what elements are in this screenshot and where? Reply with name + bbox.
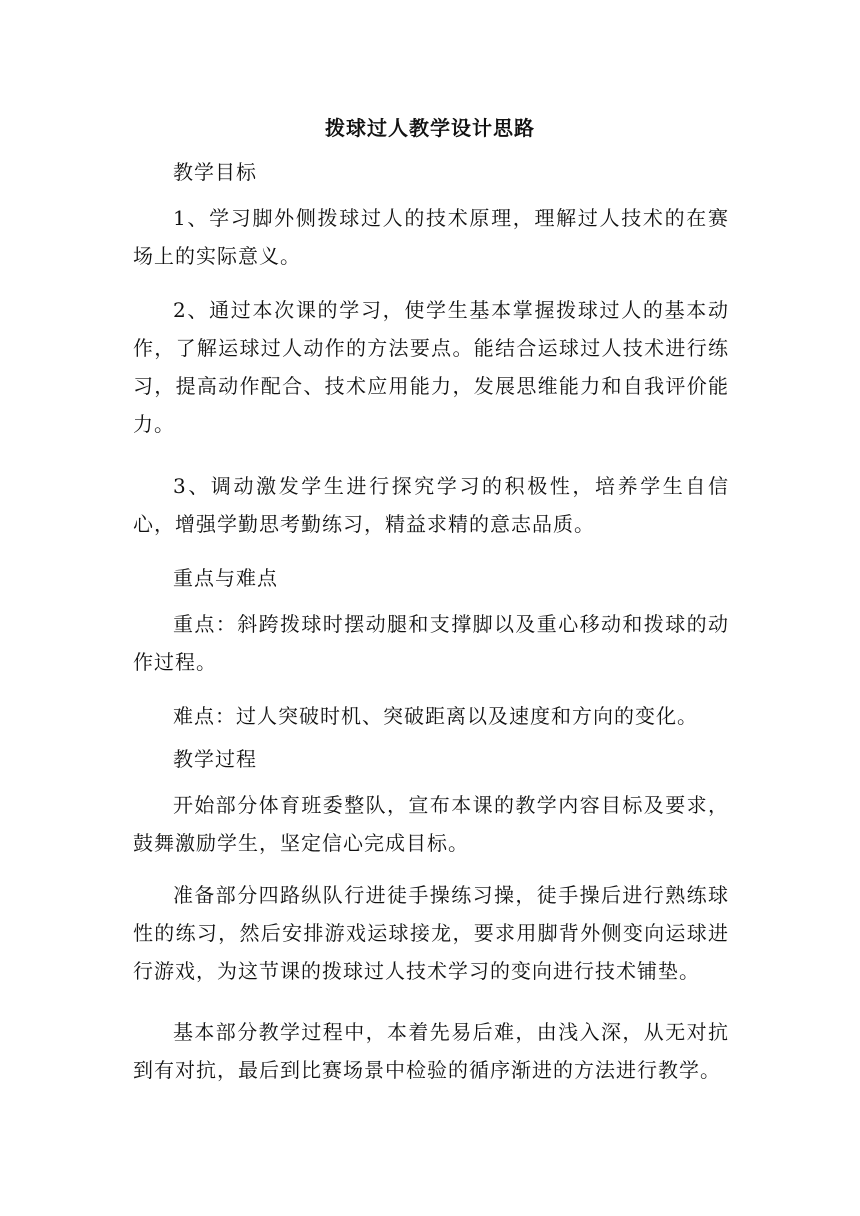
section-heading-objectives: 教学目标: [173, 160, 257, 184]
objective-3-paragraph: 3、调动激发学生进行探究学习的积极性，培养学生自信心，增强学勤思考勤练习，精益求精的意志品质。: [133, 474, 729, 536]
objective-2-paragraph: 2、通过本次课的学习，使学生基本掌握拨球过人的基本动作，了解运球过人动作的方法要点。能结合运球过人技术进行练习，提高动作配合、技术应用能力，发展思维能力和自我评价能力。: [133, 298, 729, 436]
difficulty-paragraph: 难点：过人突破时机、突破距离以及速度和方向的变化。: [173, 704, 698, 728]
preparation-part-paragraph: 准备部分四路纵队行进徒手操练习操，徒手操后进行熟练球性的练习，然后安排游戏运球接龙，要求用脚背外侧变向运球进行游戏，为这节课的拨球过人技术学习的变向进行技术铺垫。: [133, 883, 729, 983]
opening-part-paragraph: 开始部分体育班委整队，宣布本课的教学内容目标及要求，鼓舞激励学生，坚定信心完成目标。: [133, 793, 729, 855]
document-title: 拨球过人教学设计思路: [325, 116, 535, 140]
section-heading-process: 教学过程: [173, 747, 257, 771]
section-heading-key-points: 重点与难点: [173, 566, 278, 590]
key-point-paragraph: 重点：斜跨拨球时摆动腿和支撑脚以及重心移动和拨球的动作过程。: [133, 612, 729, 674]
objective-1-paragraph: 1、学习脚外侧拨球过人的技术原理，理解过人技术的在赛场上的实际意义。: [133, 206, 729, 268]
basic-part-paragraph: 基本部分教学过程中，本着先易后难，由浅入深，从无对抗到有对抗，最后到比赛场景中检验的循序渐进的方法进行教学。: [133, 1020, 729, 1082]
